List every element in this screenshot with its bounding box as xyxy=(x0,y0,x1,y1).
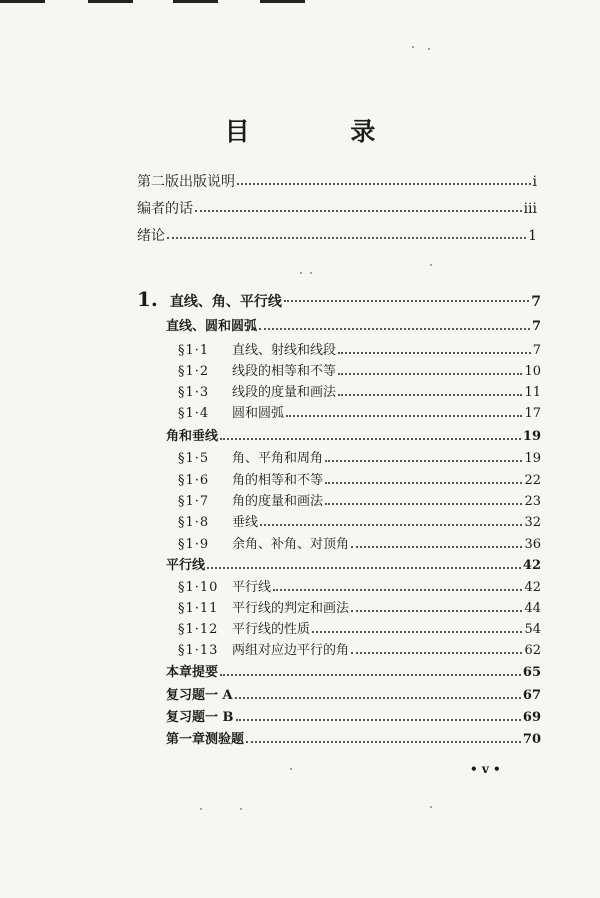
toc-entry-page: 19 xyxy=(524,451,541,466)
section-label: 两组对应边平行的角 xyxy=(232,643,350,658)
leader-dots xyxy=(351,652,522,654)
toc-entry-label: 第二版出版说明 xyxy=(137,174,235,190)
toc-section[interactable] xyxy=(178,642,541,660)
toc-entry-label: 复习题一 B xyxy=(166,710,234,725)
toc-entry-front[interactable] xyxy=(137,173,537,191)
leader-dots xyxy=(220,438,521,440)
leader-dots xyxy=(286,415,522,417)
section-label: 平行线的性质 xyxy=(232,622,311,637)
leader-dots xyxy=(312,631,522,633)
section-label: 直线、射线和线段 xyxy=(232,343,337,358)
toc-chapter[interactable] xyxy=(137,287,541,311)
leader-dots xyxy=(338,394,522,396)
section-label: 线段的度量和画法 xyxy=(232,385,337,400)
toc-entry-label: 绪论 xyxy=(137,228,165,244)
leader-dots xyxy=(338,373,522,375)
toc-entry-page: 7 xyxy=(532,343,541,358)
toc-section[interactable] xyxy=(178,600,541,618)
section-label: 垂线 xyxy=(232,515,259,530)
leader-dots xyxy=(259,328,530,330)
toc-entry-label: 本章提要 xyxy=(166,665,219,680)
leader-dots xyxy=(325,482,522,484)
scan-speck xyxy=(300,272,302,274)
page-number-footer: • v • xyxy=(470,762,501,776)
toc-section[interactable] xyxy=(178,493,541,511)
section-label: 余角、补角、对顶角 xyxy=(232,537,350,552)
section-number: §1·6 xyxy=(178,473,210,488)
toc-group-label: 角和垂线 xyxy=(166,429,219,444)
section-number: §1·1 xyxy=(178,343,210,358)
section-number: §1·5 xyxy=(178,451,210,466)
toc-section[interactable] xyxy=(178,405,541,423)
leader-dots xyxy=(325,503,522,505)
section-label: 线段的相等和不等 xyxy=(232,364,337,379)
section-number: §1·7 xyxy=(178,494,210,509)
leader-dots xyxy=(195,210,522,212)
scan-speck xyxy=(430,806,432,808)
toc-entry-page: 36 xyxy=(524,537,541,552)
leader-dots xyxy=(351,546,522,548)
section-number: §1·2 xyxy=(178,364,210,379)
toc-entry-label: 第一章测验题 xyxy=(166,732,245,747)
toc-entry-end[interactable] xyxy=(166,687,541,705)
toc-entry-page: 62 xyxy=(524,643,541,658)
toc-entry-page: 22 xyxy=(524,473,541,488)
toc-entry-page: 19 xyxy=(522,429,541,444)
section-label: 角、平角和周角 xyxy=(232,451,324,466)
toc-entry-page: 42 xyxy=(524,580,541,595)
toc-entry-front[interactable] xyxy=(137,227,537,245)
leader-dots xyxy=(325,460,522,462)
leader-dots xyxy=(351,610,522,612)
toc-entry-page: 32 xyxy=(524,515,541,530)
scan-artifact xyxy=(88,0,133,3)
leader-dots xyxy=(338,352,531,354)
scan-speck xyxy=(290,768,292,770)
section-number: §1·4 xyxy=(178,406,210,421)
leader-dots xyxy=(246,741,521,743)
scan-artifact xyxy=(260,0,305,3)
toc-entry-page: 23 xyxy=(524,494,541,509)
toc-entry-page: 7 xyxy=(531,294,541,310)
toc-group[interactable] xyxy=(166,318,541,336)
toc-entry-page: iii xyxy=(523,201,537,217)
toc-group[interactable] xyxy=(166,428,541,446)
leader-dots xyxy=(237,183,531,185)
toc-entry-page: i xyxy=(532,174,537,190)
scan-speck xyxy=(200,808,202,810)
chapter-number: 1. xyxy=(137,287,158,311)
section-number: §1·11 xyxy=(178,601,219,616)
toc-entry-page: 65 xyxy=(522,665,541,680)
leader-dots xyxy=(273,589,522,591)
scan-speck xyxy=(412,46,414,48)
scan-speck xyxy=(430,264,432,266)
toc-entry-page: 69 xyxy=(522,710,541,725)
toc-section[interactable] xyxy=(178,472,541,490)
section-label: 圆和圆弧 xyxy=(232,406,285,421)
toc-entry-page: 70 xyxy=(522,732,541,747)
toc-section[interactable] xyxy=(178,621,541,639)
toc-entry-page: 7 xyxy=(531,319,541,334)
toc-entry-end[interactable] xyxy=(166,731,541,749)
toc-section[interactable] xyxy=(178,450,541,468)
toc-entry-front[interactable] xyxy=(137,200,537,218)
leader-dots xyxy=(167,237,526,239)
toc-section[interactable] xyxy=(178,514,541,532)
section-label: 平行线 xyxy=(232,580,272,595)
toc-group-label: 直线、圆和圆弧 xyxy=(166,319,258,334)
scan-speck xyxy=(240,808,242,810)
toc-entry-label: 复习题一 A xyxy=(166,688,233,703)
leader-dots xyxy=(235,697,521,699)
section-label: 角的相等和不等 xyxy=(232,473,324,488)
section-number: §1·8 xyxy=(178,515,210,530)
toc-group[interactable] xyxy=(166,557,541,575)
section-number: §1·3 xyxy=(178,385,210,400)
toc-entry-page: 67 xyxy=(522,688,541,703)
toc-entry-end[interactable] xyxy=(166,709,541,727)
toc-entry-page: 54 xyxy=(524,622,541,637)
leader-dots xyxy=(236,719,521,721)
section-label: 平行线的判定和画法 xyxy=(232,601,350,616)
section-number: §1·9 xyxy=(178,537,210,552)
toc-section[interactable] xyxy=(178,363,541,381)
toc-section[interactable] xyxy=(178,536,541,554)
toc-section[interactable] xyxy=(178,384,541,402)
leader-dots xyxy=(260,524,522,526)
leader-dots xyxy=(284,300,529,302)
toc-entry-page: 10 xyxy=(524,364,541,379)
toc-entry-page: 1 xyxy=(528,228,537,244)
toc-section[interactable] xyxy=(178,342,541,360)
leader-dots xyxy=(220,674,521,676)
scan-speck xyxy=(310,272,312,274)
toc-entry-page: 17 xyxy=(524,406,541,421)
toc-entry-page: 42 xyxy=(522,558,541,573)
toc-entry-label: 编者的话 xyxy=(137,201,193,217)
scan-artifact xyxy=(173,0,218,3)
toc-group-label: 平行线 xyxy=(166,558,206,573)
section-number: §1·12 xyxy=(178,622,219,637)
leader-dots xyxy=(207,567,521,569)
chapter-title: 直线、角、平行线 xyxy=(169,294,282,310)
scan-artifact xyxy=(0,0,45,3)
toc-section[interactable] xyxy=(178,579,541,597)
toc-entry-page: 11 xyxy=(524,385,541,400)
toc-entry-page: 44 xyxy=(524,601,541,616)
section-label: 角的度量和画法 xyxy=(232,494,324,509)
page-title: 目 录 xyxy=(224,117,422,146)
section-number: §1·10 xyxy=(178,580,219,595)
scan-speck xyxy=(428,48,430,50)
toc-entry-end[interactable] xyxy=(166,664,541,682)
section-number: §1·13 xyxy=(178,643,219,658)
